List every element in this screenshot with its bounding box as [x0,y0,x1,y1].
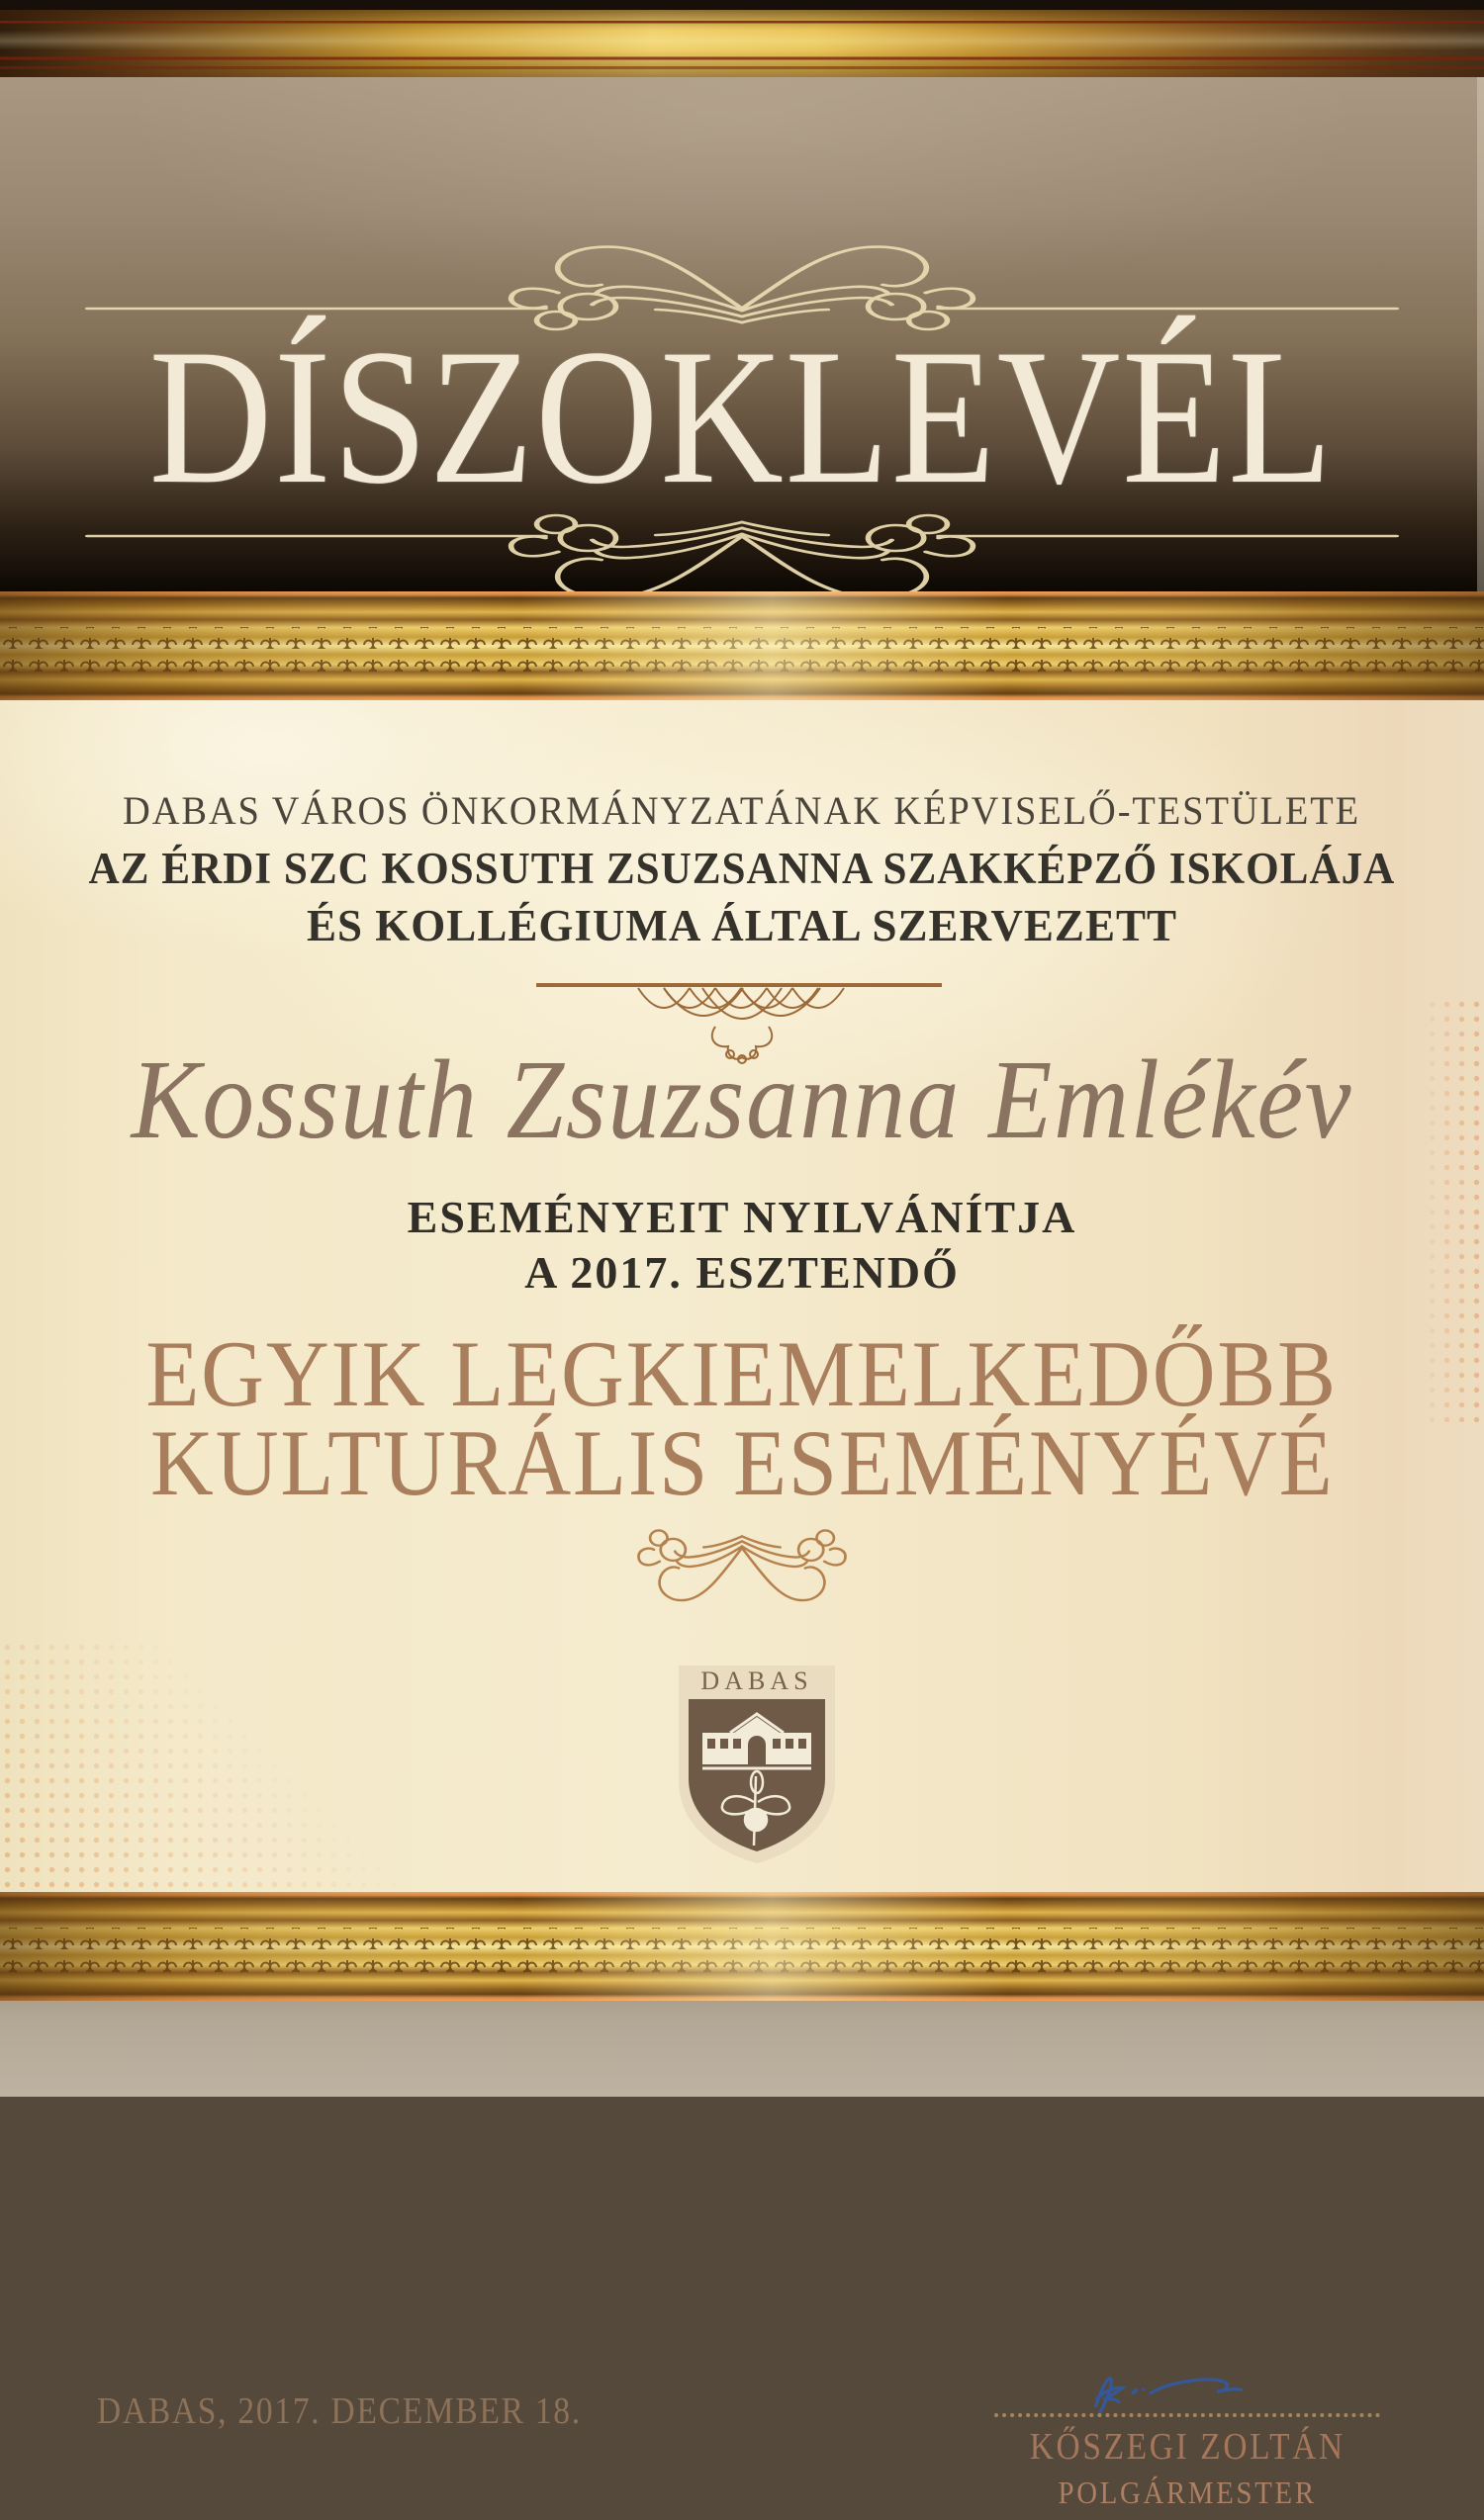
dabas-coat-of-arms [665,1662,849,1867]
signer-role-text: POLGÁRMESTER [1058,2475,1317,2510]
certificate-title [0,310,1484,524]
award-line-2-text: KULTURÁLIS ESEMÉNYÉVÉ [149,1410,1335,1515]
issuer-line-3 [0,900,1484,951]
honoree-script-text: Kossuth Zsuzsanna Emlékév [132,1035,1353,1165]
certificate-body [0,700,1484,2510]
top-gold-bar [0,10,1484,77]
crest-label: DABAS [700,1666,813,1695]
declaration-line-1-text: ESEMÉNYEIT NYILVÁNÍTJA [407,1192,1077,1242]
header-panel [0,77,1484,591]
declaration-line-1 [0,1191,1484,1243]
signature-line [994,2413,1380,2417]
issuer-line-2 [0,843,1484,894]
flourish-ornament-brown [445,1511,1039,1620]
honoree-script-line [0,1035,1484,1165]
declaration-line-2-text: A 2017. ESZTENDŐ [524,1247,960,1298]
date-line [97,2389,648,2433]
signer-role [989,2475,1385,2511]
award-line-2 [0,1408,1484,1517]
issuer-line-1 [0,787,1484,834]
ornamental-gold-band-bottom [0,1892,1484,2001]
certificate-title-text: DÍSZOKLEVÉL [149,310,1335,524]
issuer-line-2-text: AZ ÉRDI SZC KOSSUTH ZSUZSANNA SZAKKÉPZŐ ISKOLÁJA [88,844,1396,893]
issuer-line-1-text: DABAS VÁROS ÖNKORMÁNYZATÁNAK KÉPVISELŐ-TESTÜLETE [123,788,1361,833]
date-line-text: DABAS, 2017. DECEMBER 18. [97,2390,582,2432]
signer-name-text: KŐSZEGI ZOLTÁN [1029,2426,1345,2468]
scan-edge-highlight [1477,77,1484,671]
signature-block [989,2362,1385,2520]
footer-scan-margin [0,2001,1484,2097]
halftone-dots-left [0,1640,425,1892]
declaration-line-2 [0,1246,1484,1299]
ornamental-gold-band-top [0,591,1484,700]
signer-name [989,2425,1385,2469]
award-line-1-text: EGYIK LEGKIEMELKEDŐBB [145,1321,1339,1426]
issuer-line-3-text: ÉS KOLLÉGIUMA ÁLTAL SZERVEZETT [307,901,1177,950]
